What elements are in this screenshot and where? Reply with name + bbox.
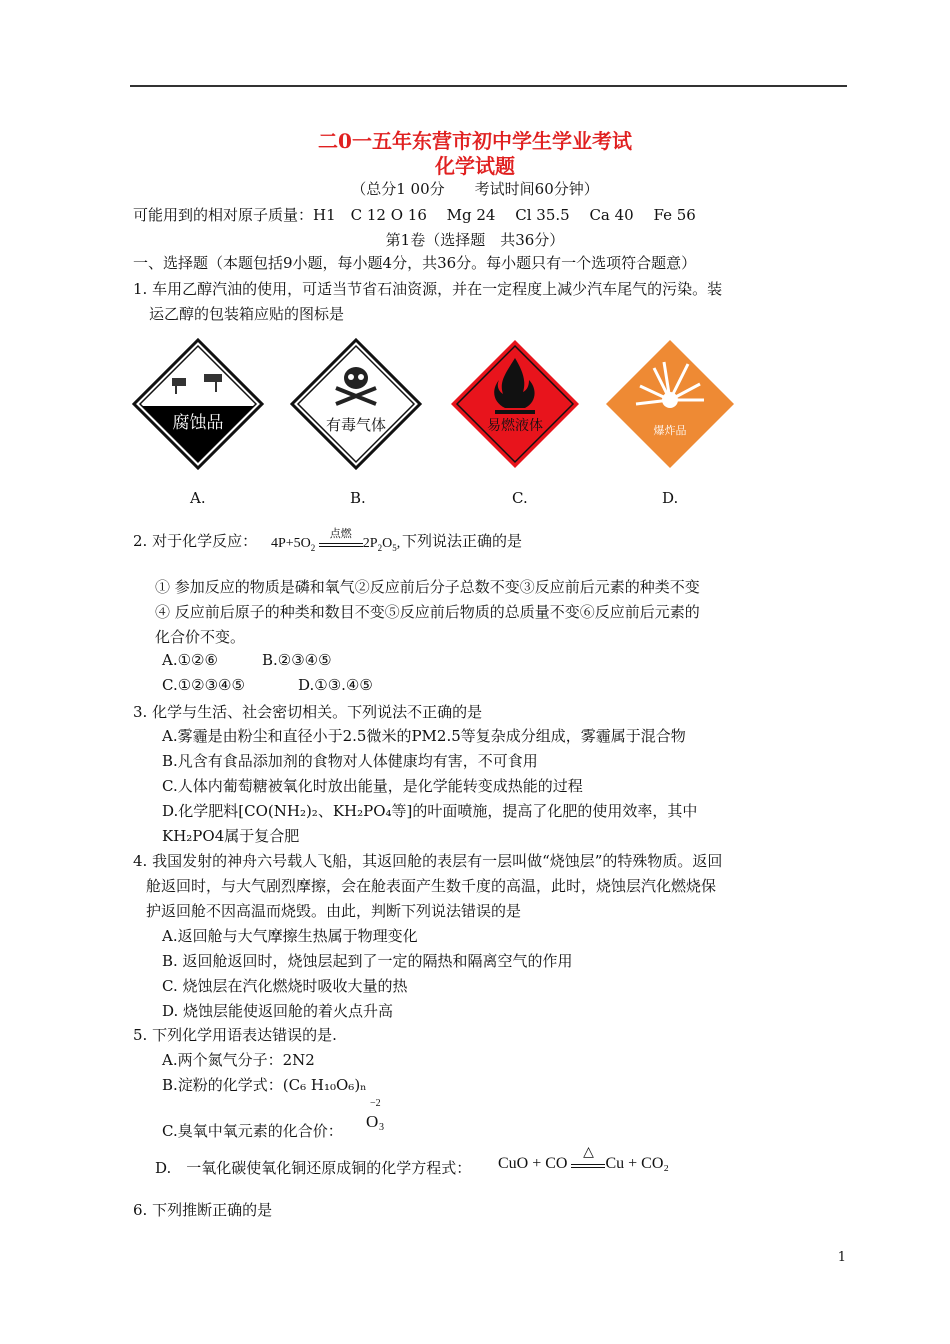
q2-stem: 2. 对于化学反应： <box>133 532 258 550</box>
option-b-label[interactable]: B. <box>350 489 366 507</box>
exam-meta: （总分1 00分 考试时间60分钟） <box>351 180 599 198</box>
q4-line1: 4. 我国发射的神舟六号载人飞船，其返回舱的表层有一层叫做“烧蚀层”的特殊物质。返回 <box>133 852 723 870</box>
q3-option-b[interactable]: B.凡含有食品添加剂的食物对人体健康均有害，不可食用 <box>162 752 538 770</box>
subject-title: 化学试题 <box>435 154 515 178</box>
q2-option-c[interactable]: C.①②③④⑤ <box>162 676 245 694</box>
part-heading: 第1卷（选择题 共36分） <box>385 231 565 249</box>
atomic-mass-line: 可能用到的相对原子质量：H1 C 12 O 16 Mg 24 Cl 35.5 Ca 40 Fe 56 <box>133 206 696 224</box>
section-heading: 一、选择题（本题包括9小题，每小题4分，共36分。每小题只有一个选项符合题意） <box>133 254 697 272</box>
q4-line2: 舱返回时，与大气剧烈摩擦，会在舱表面产生数千度的高温，此时，烧蚀层汽化燃烧保 <box>146 877 717 895</box>
q3-option-c[interactable]: C.人体内葡萄糖被氧化时放出能量，是化学能转变成热能的过程 <box>162 777 583 795</box>
q5-d-equation: CuO + CO △ Cu + CO₂ <box>498 1145 669 1172</box>
toxic-gas-sign-icon[interactable] <box>290 338 422 470</box>
option-d-label[interactable]: D. <box>662 489 679 507</box>
page-number: 1 <box>837 1250 846 1265</box>
q2-option-d[interactable]: D.①③.④⑤ <box>298 676 373 694</box>
q5-option-c[interactable]: C.臭氧中氧元素的化合价： <box>162 1122 343 1140</box>
top-rule <box>130 85 847 87</box>
q5-stem: 5. 下列化学用语表达错误的是. <box>133 1026 337 1044</box>
corrosive-sign-icon[interactable] <box>132 338 264 470</box>
q2-option-a[interactable]: A.①②⑥ <box>162 651 218 669</box>
q3-stem: 3. 化学与生活、社会密切相关。下列说法不正确的是 <box>133 703 483 721</box>
exam-title: 二0一五年东营市初中学生学业考试 <box>318 129 632 153</box>
heat-triangle-icon: △ <box>583 1145 594 1160</box>
q4-option-c[interactable]: C. 烧蚀层在汽化燃烧时吸收大量的热 <box>162 977 408 995</box>
option-c-label[interactable]: C. <box>512 489 528 507</box>
q2-question: 下列说法正确的是 <box>402 532 523 550</box>
q1-line1: 1. 车用乙醇汽油的使用，可适当节省石油资源，并在一定程度上减少汽车尾气的污染。装 <box>133 280 723 298</box>
q2-equation: $4P+5O_2$ 点燃 $2P_2O_5$, <box>271 536 400 553</box>
q6-stem: 6. 下列推断正确的是 <box>133 1201 273 1219</box>
q5-option-b[interactable]: B.淀粉的化学式：(C₆ H₁₀O₆)ₙ <box>162 1076 367 1094</box>
q2-statement-2: ④ 反应前后原子的种类和数目不变⑤反应前后物质的总质量不变⑥反应前后元素的 <box>155 603 700 621</box>
q5-option-d[interactable]: D. 一氧化碳使氧化铜还原成铜的化学方程式： <box>155 1159 472 1177</box>
q2-statement-1: ① 参加反应的物质是磷和氧气②反应前后分子总数不变③反应前后元素的种类不变 <box>155 578 700 596</box>
q1-line2: 运乙醇的包装箱应贴的图标是 <box>149 305 345 323</box>
q3-option-d[interactable]: D.化学肥料[CO(NH₂)₂、KH₂PO₄等]的叶面喷施，提高了化肥的使用效率，其中 <box>162 802 698 820</box>
sign-b-label: 有毒气体 <box>325 416 387 434</box>
explosive-sign-icon[interactable] <box>604 338 736 470</box>
sign-d-label: 爆炸品 <box>653 424 687 437</box>
q3-option-d-cont: KH₂PO4属于复合肥 <box>162 827 300 845</box>
q2-option-b[interactable]: B.②③④⑤ <box>262 651 332 669</box>
q5-option-a[interactable]: A.两个氮气分子：2N2 <box>162 1051 315 1069</box>
q4-option-b[interactable]: B. 返回舱返回时，烧蚀层起到了一定的隔热和隔离空气的作用 <box>162 952 573 970</box>
sign-a-label: 腐蚀品 <box>172 413 224 433</box>
q4-option-a[interactable]: A.返回舱与大气摩擦生热属于物理变化 <box>162 927 418 945</box>
q4-line3: 护返回舱不因高温而烧毁。由此，判断下列说法错误的是 <box>146 902 522 920</box>
sign-c-label: 易燃液体 <box>487 418 543 434</box>
q3-option-a[interactable]: A.雾霾是由粉尘和直径小于2.5微米的PM2.5等复杂成分组成，雾霾属于混合物 <box>162 727 686 745</box>
flammable-liquid-sign-icon[interactable] <box>449 338 581 470</box>
reaction-condition: 点燃 <box>329 528 352 540</box>
option-a-label[interactable]: A. <box>190 489 206 507</box>
q2-statement-3: 化合价不变。 <box>155 628 246 646</box>
q4-option-d[interactable]: D. 烧蚀层能使返回舱的着火点升高 <box>162 1002 394 1020</box>
